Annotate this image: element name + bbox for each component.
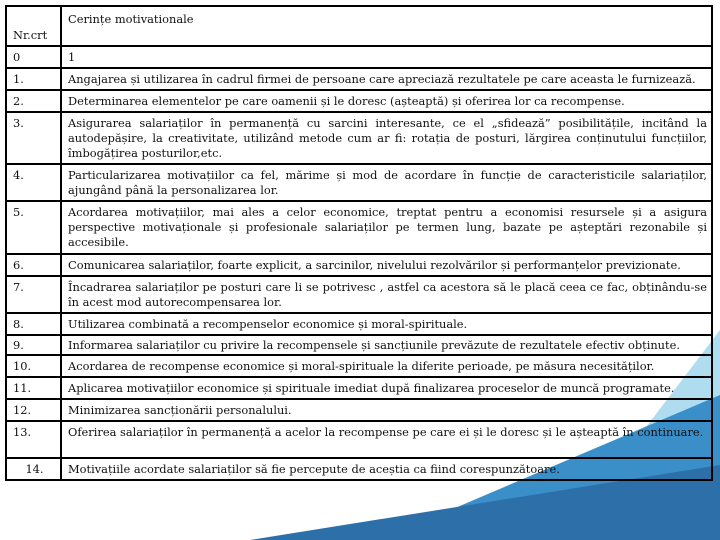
table-row [6, 90, 712, 112]
table-row [6, 68, 712, 90]
table-row [6, 458, 712, 480]
row-text: Oferirea salariaților în permanență a acelor la recompense pe care ei și le doresc și le așteaptă în continuare. [61, 421, 712, 458]
row-nr: 10. [6, 355, 61, 377]
table-row [6, 399, 712, 421]
table-row [6, 254, 712, 276]
index-nr: 0 [6, 46, 61, 68]
row-text: Încadrarea salariaților pe posturi care li se potrivesc , astfel ca acestora să le placă ceea ce fac, obținându-se în acest mod autorecompensarea lor. [61, 276, 712, 313]
header-nr-cell [6, 6, 61, 46]
header-nr: Nr.crt [13, 28, 48, 42]
row-text: Aplicarea motivațiilor economice și spirituale imediat după finalizarea proceselor de muncă programate. [61, 377, 712, 399]
table-row [6, 335, 712, 355]
row-text: Minimizarea sancționării personalului. [61, 399, 712, 421]
table-row [6, 276, 712, 313]
row-nr: 5. [6, 201, 61, 254]
row-nr: 12. [6, 399, 61, 421]
row-text: Asigurarea salariaților în permanență cu sarcini interesante, ce el „sfidează” posibilitățile, incitând la autodepășire, la creativitate, utilizând metode cum ar fi: rotația de posturi, lărgirea conținutului funcțiilor, îmbogățirea posturilor,etc. [61, 112, 712, 164]
row-text: Acordarea de recompense economice și moral-spirituale la diferite perioade, pe măsura necesităților. [61, 355, 712, 377]
row-nr: 6. [6, 254, 61, 276]
table-row [6, 421, 712, 458]
row-text: Utilizarea combinată a recompenselor economice și moral-spirituale. [61, 313, 712, 335]
row-text: Determinarea elementelor pe care oamenii și le doresc (așteaptă) și oferirea lor ca recompense. [61, 90, 712, 112]
row-nr: 3. [6, 112, 61, 164]
row-text: Motivațiile acordate salariaților să fie percepute de aceștia ca fiind corespunzătoare. [61, 458, 712, 480]
row-text: Comunicarea salariaților, foarte explicit, a sarcinilor, nivelului rezolvărilor și performanțelor previzionate. [61, 254, 712, 276]
index-row [6, 46, 712, 68]
row-nr: 1. [6, 68, 61, 90]
table-row [6, 355, 712, 377]
row-nr: 7. [6, 276, 61, 313]
row-nr: 11. [6, 377, 61, 399]
row-text: Particularizarea motivațiilor ca fel, mărime și mod de acordare în funcție de caracteristicile salariaților, ajungând până la personalizarea lor. [61, 164, 712, 201]
row-nr: 14. [6, 458, 61, 480]
row-text: Informarea salariaților cu privire la recompensele și sancțiunile prevăzute de rezultatele efectiv obținute. [61, 335, 712, 355]
table-row [6, 112, 712, 164]
table-row [6, 201, 712, 254]
motivation-requirements-table [5, 5, 713, 481]
table-header-row [6, 6, 712, 46]
row-nr: 9. [6, 335, 61, 355]
table-row [6, 164, 712, 201]
row-text: Acordarea motivațiilor, mai ales a celor economice, treptat pentru a economisi resursele și a asigura perspective motivaționale și profesionale salariaților pe termen lung, bazate pe așteptări rezonabile și accesibile. [61, 201, 712, 254]
row-nr: 2. [6, 90, 61, 112]
index-text: 1 [61, 46, 712, 68]
row-text: Angajarea și utilizarea în cadrul firmei de persoane care apreciază rezultatele pe care aceasta le furnizează. [61, 68, 712, 90]
table-row [6, 377, 712, 399]
header-title: Cerințe motivationale [68, 12, 194, 26]
row-nr: 13. [6, 421, 61, 458]
row-nr: 8. [6, 313, 61, 335]
header-title-cell [61, 6, 712, 46]
table-row [6, 313, 712, 335]
row-nr: 4. [6, 164, 61, 201]
